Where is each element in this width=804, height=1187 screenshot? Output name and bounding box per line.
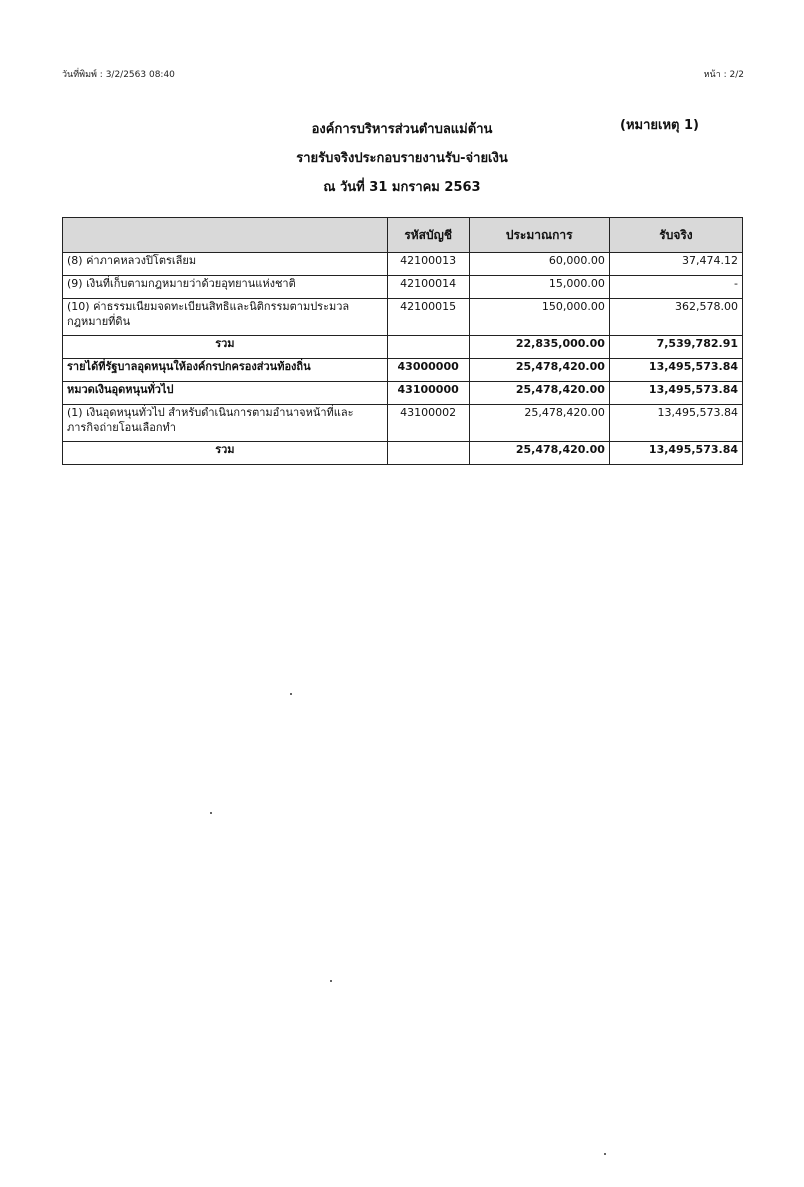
scan-speck [210, 812, 212, 814]
report-title: รายรับจริงประกอบรายงานรับ-จ่ายเงิน [296, 151, 508, 166]
row-name: รวม [63, 442, 388, 465]
column-header-name [63, 218, 388, 253]
note-label: (หมายเหตุ 1) [620, 118, 699, 133]
revenue-table [62, 217, 743, 465]
row-name: รวม [63, 336, 388, 359]
row-name: (1) เงินอุดหนุนทั่วไป สำหรับดำเนินการตามอำนาจหน้าที่และภารกิจถ่ายโอนเลือกทำ [63, 405, 388, 442]
column-header-budget: ประมาณการ [469, 218, 609, 253]
row-budget: 25,478,420.00 [469, 382, 609, 405]
row-budget: 60,000.00 [469, 253, 609, 276]
row-code [387, 336, 469, 359]
row-name: (10) ค่าธรรมเนียมจดทะเบียนสิทธิและนิติกรรมตามประมวลกฎหมายที่ดิน [63, 299, 388, 336]
row-name: (9) เงินที่เก็บตามกฎหมายว่าด้วยอุทยานแห่งชาติ [63, 276, 388, 299]
row-actual: 13,495,573.84 [609, 359, 742, 382]
row-budget: 25,478,420.00 [469, 405, 609, 442]
row-code: 43100002 [387, 405, 469, 442]
row-actual: 7,539,782.91 [609, 336, 742, 359]
table-row [63, 276, 743, 299]
row-actual: 362,578.00 [609, 299, 742, 336]
row-code [387, 442, 469, 465]
report-date: ณ วันที่ 31 มกราคม 2563 [323, 180, 481, 195]
row-code: 42100013 [387, 253, 469, 276]
column-header-account-code: รหัสบัญชี [387, 218, 469, 253]
row-budget: 25,478,420.00 [469, 442, 609, 465]
row-code: 42100015 [387, 299, 469, 336]
category-row [63, 382, 743, 405]
row-actual: - [609, 276, 742, 299]
scan-speck [290, 693, 292, 695]
row-budget: 150,000.00 [469, 299, 609, 336]
column-header-actual: รับจริง [609, 218, 742, 253]
row-code: 43000000 [387, 359, 469, 382]
row-budget: 25,478,420.00 [469, 359, 609, 382]
row-code: 42100014 [387, 276, 469, 299]
row-actual: 13,495,573.84 [609, 405, 742, 442]
print-datetime: วันที่พิมพ์ : 3/2/2563 08:40 [62, 70, 175, 80]
row-actual: 13,495,573.84 [609, 382, 742, 405]
scan-speck [330, 980, 332, 982]
row-name: หมวดเงินอุดหนุนทั่วไป [63, 382, 388, 405]
subtotal-row [63, 336, 743, 359]
row-name: (8) ค่าภาคหลวงปิโตรเลียม [63, 253, 388, 276]
table-row [63, 405, 743, 442]
total-row [63, 442, 743, 465]
row-budget: 22,835,000.00 [469, 336, 609, 359]
row-budget: 15,000.00 [469, 276, 609, 299]
table-row [63, 253, 743, 276]
row-name: รายได้ที่รัฐบาลอุดหนุนให้องค์กรปกครองส่วนท้องถิ่น [63, 359, 388, 382]
scan-speck [604, 1153, 606, 1155]
category-row [63, 359, 743, 382]
row-code: 43100000 [387, 382, 469, 405]
page-number: หน้า : 2/2 [703, 70, 744, 80]
row-actual: 37,474.12 [609, 253, 742, 276]
row-actual: 13,495,573.84 [609, 442, 742, 465]
table-header-row [63, 218, 743, 253]
table-row [63, 299, 743, 336]
organization-name: องค์การบริหารส่วนตำบลแม่ต้าน [311, 122, 493, 137]
